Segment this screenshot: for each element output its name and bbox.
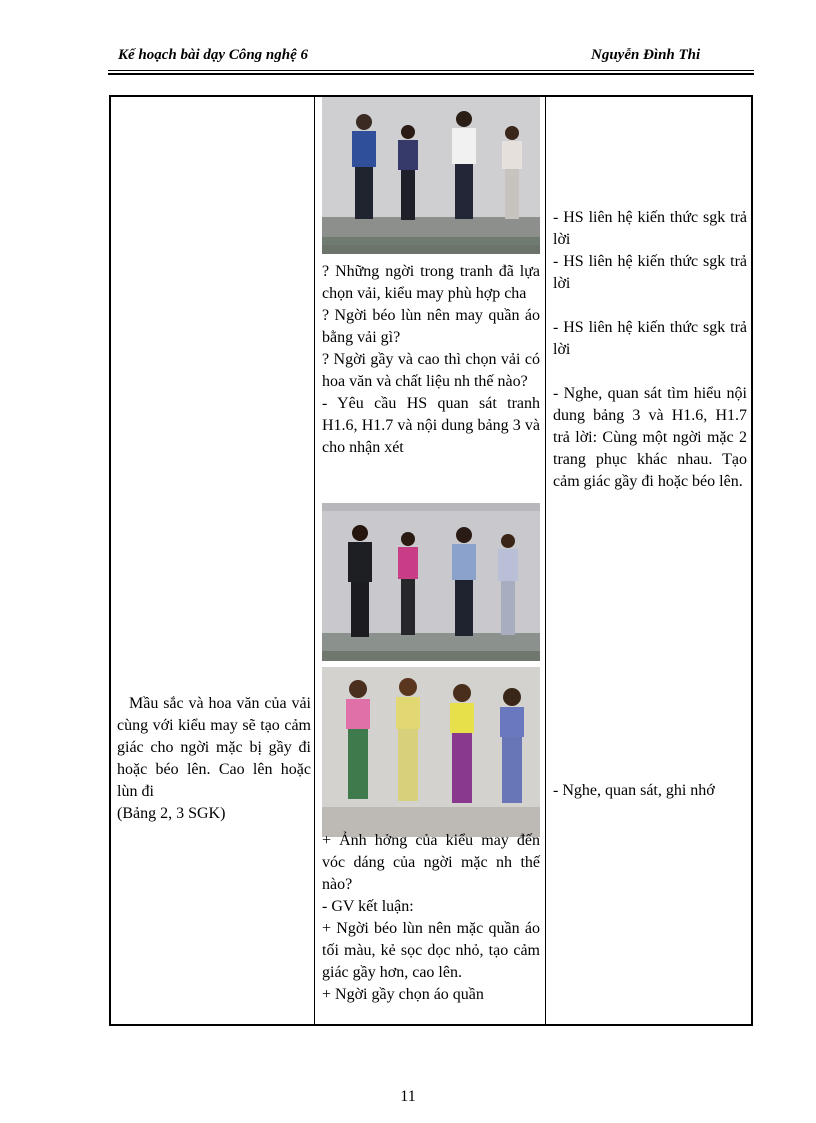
photo-figure-1-6 (322, 503, 540, 661)
teacher-column-upper (322, 261, 540, 459)
student-answer-text: - HS liên hệ kiến thức sgk trả lời (553, 209, 747, 248)
student-answer-4 (553, 383, 747, 493)
student-answer-text: - Nghe, quan sát, ghi nhớ (553, 782, 715, 799)
teacher-question-3: ? Ngời gầy và cao thì chọn vải có hoa văn và chất liệu nh thế nào? (322, 351, 540, 390)
student-answer-text: - Nghe, quan sát tìm hiểu nội dung bảng 3 và H1.6, H1.7 trả lời: Cùng một ngời mặc 2 trang phục khác nhau. Tạo cảm giác gầy đi hoặc béo lên. (553, 385, 747, 490)
teacher-conclusion-label: - GV kết luận: (322, 898, 414, 915)
lesson-table (109, 95, 753, 1026)
header-rule (108, 70, 754, 71)
header-rule-thick (108, 73, 754, 75)
photo-figure-1-7 (322, 667, 540, 837)
teacher-instruction: - Yêu cầu HS quan sát tranh H1.6, H1.7 và nội dung bảng 3 và cho nhận xét (322, 395, 540, 456)
content-reference: (Bảng 2, 3 SGK) (117, 805, 226, 822)
page-number: 11 (400, 1088, 416, 1105)
teacher-question-1: ? Những ngời trong tranh đã lựa chọn vải, kiểu may phù hợp cha (322, 263, 540, 302)
content-column (117, 693, 311, 825)
student-answer-5 (553, 780, 747, 802)
teacher-conclusion-1: + Ngời béo lùn nên mặc quần áo tối màu, kẻ sọc dọc nhỏ, tạo cảm giác gầy hơn, cao lên. (322, 920, 540, 981)
photo-figure-1-5 (322, 97, 540, 254)
content-text: Mầu sắc và hoa văn của vải cùng với kiểu may sẽ tạo cảm giác cho ngời mặc bị gầy đi hoặc béo lên. Cao lên hoặc lùn đi (117, 695, 311, 800)
teacher-question-2: ? Ngời béo lùn nên may quần áo bằng vải gì? (322, 307, 540, 346)
column-divider (314, 97, 315, 1024)
student-answer-text: - HS liên hệ kiến thức sgk trả lời (553, 319, 747, 358)
teacher-conclusion-2: + Ngời gầy chọn áo quần (322, 986, 484, 1003)
student-answer-text: - HS liên hệ kiến thức sgk trả lời (553, 253, 747, 292)
header-author: Nguyễn Đình Thi (591, 47, 701, 63)
student-answer-2 (553, 251, 747, 295)
header-title: Kế hoạch bài dạy Công nghệ 6 (118, 47, 309, 63)
student-answer-3 (553, 317, 747, 361)
teacher-column-lower (322, 830, 540, 1006)
column-divider (545, 97, 546, 1024)
student-answer-1 (553, 207, 747, 251)
teacher-question-5: + Ảnh hởng của kiểu may đến vóc dáng của ngời mặc nh thế nào? (322, 832, 540, 893)
